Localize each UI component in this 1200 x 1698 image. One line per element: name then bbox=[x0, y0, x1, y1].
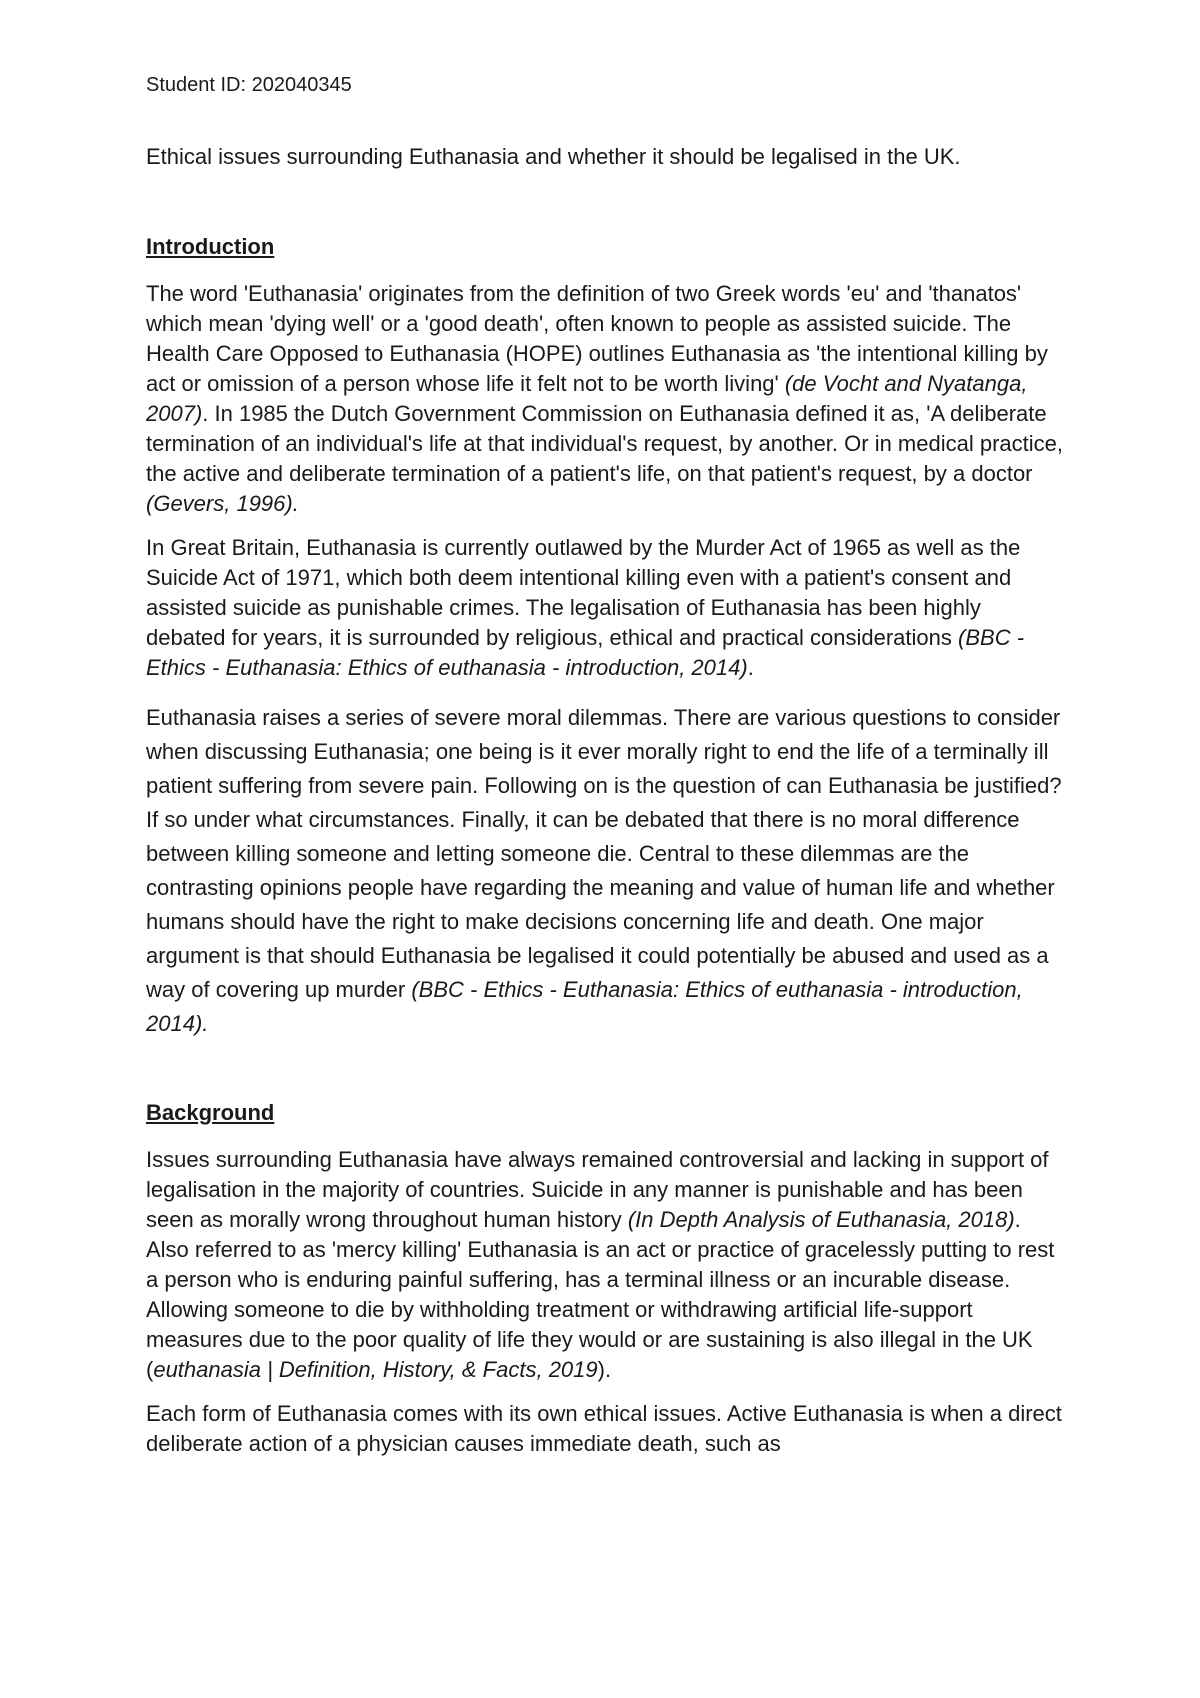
paragraph-text: . bbox=[747, 655, 754, 680]
student-id: Student ID: 202040345 bbox=[146, 74, 352, 96]
citation-text: (In Depth Analysis of Euthanasia, 2018) bbox=[627, 1207, 1015, 1232]
paragraph-text: Issues surrounding Euthanasia have always remained controversial and lacking in support of legalisation in the majority of countries. Suicide in any manner is punishable and has been seen as morally wrong throughout human history bbox=[146, 1147, 1049, 1232]
paragraph-text: . In 1985 the Dutch Government Commission on Euthanasia defined it as, 'A deliberate termination of an individual's life at that individual's request, by another. Or in medical practice, the active and deliberate termination of a patient's life, on that patient's request, by a doctor bbox=[146, 401, 1063, 486]
paragraph-text: . Also referred to as 'mercy killing' Euthanasia is an act or practice of gracelessly putting to rest a person who is enduring painful suffering, has a terminal illness or an incurable disease. Allowing someone to die by withholding treatment or withdrawing artificial life-support measures due to the poor quality of life they would or are sustaining is also illegal in the UK ( bbox=[146, 1207, 1055, 1382]
introduction-heading: Introduction bbox=[146, 234, 275, 259]
background-heading: Background bbox=[146, 1100, 275, 1125]
essay-title: Ethical issues surrounding Euthanasia and whether it should be legalised in the UK. bbox=[146, 144, 961, 169]
paragraph-text: Euthanasia raises a series of severe moral dilemmas. There are various questions to consider when discussing Euthanasia; one being is it ever morally right to end the life of a terminally ill patient suffering from severe pain. Following on is the question of can Euthanasia be justified? If so under what circumstances. Finally, it can be debated that there is no moral difference between killing someone and letting someone die. Central to these dilemmas are the contrasting opinions people have regarding the meaning and value of human life and whether humans should have the right to make decisions concerning life and death. One major argument is that should Euthanasia be legalised it could potentially be abused and used as a way of covering up murder bbox=[146, 705, 1062, 1002]
citation-text: euthanasia | Definition, History, & Facts, 2019 bbox=[153, 1357, 598, 1382]
document-body bbox=[146, 72, 1066, 1459]
intro-paragraph-1 bbox=[146, 279, 1066, 519]
background-paragraph-1 bbox=[146, 1145, 1066, 1385]
intro-paragraph-3 bbox=[146, 701, 1066, 1041]
citation-text: (de Vocht and Nyatanga, 2007) bbox=[146, 371, 1028, 426]
citation-text: (Gevers, 1996). bbox=[146, 491, 299, 516]
paragraph-text: Each form of Euthanasia comes with its own ethical issues. Active Euthanasia is when a direct deliberate action of a physician causes immediate death, such as bbox=[146, 1401, 1062, 1456]
citation-text: (BBC - Ethics - Euthanasia: Ethics of euthanasia - introduction, 2014) bbox=[146, 625, 1025, 680]
paragraph-text: The word 'Euthanasia' originates from the definition of two Greek words 'eu' and 'thanatos' which mean 'dying well' or a 'good death', often known to people as assisted suicide. The Health Care Opposed to Euthanasia (HOPE) outlines Euthanasia as 'the intentional killing by act or omission of a person whose life it felt not to be worth living' bbox=[146, 281, 1048, 396]
paragraph-text: ). bbox=[597, 1357, 612, 1382]
citation-text: (BBC - Ethics - Euthanasia: Ethics of euthanasia - introduction, 2014). bbox=[146, 977, 1023, 1036]
background-paragraph-2 bbox=[146, 1399, 1066, 1459]
intro-paragraph-2 bbox=[146, 533, 1066, 683]
paragraph-text: In Great Britain, Euthanasia is currently outlawed by the Murder Act of 1965 as well as the Suicide Act of 1971, which both deem intentional killing even with a patient's consent and assisted suicide as punishable crimes. The legalisation of Euthanasia has been highly debated for years, it is surrounded by religious, ethical and practical considerations bbox=[146, 535, 1021, 650]
